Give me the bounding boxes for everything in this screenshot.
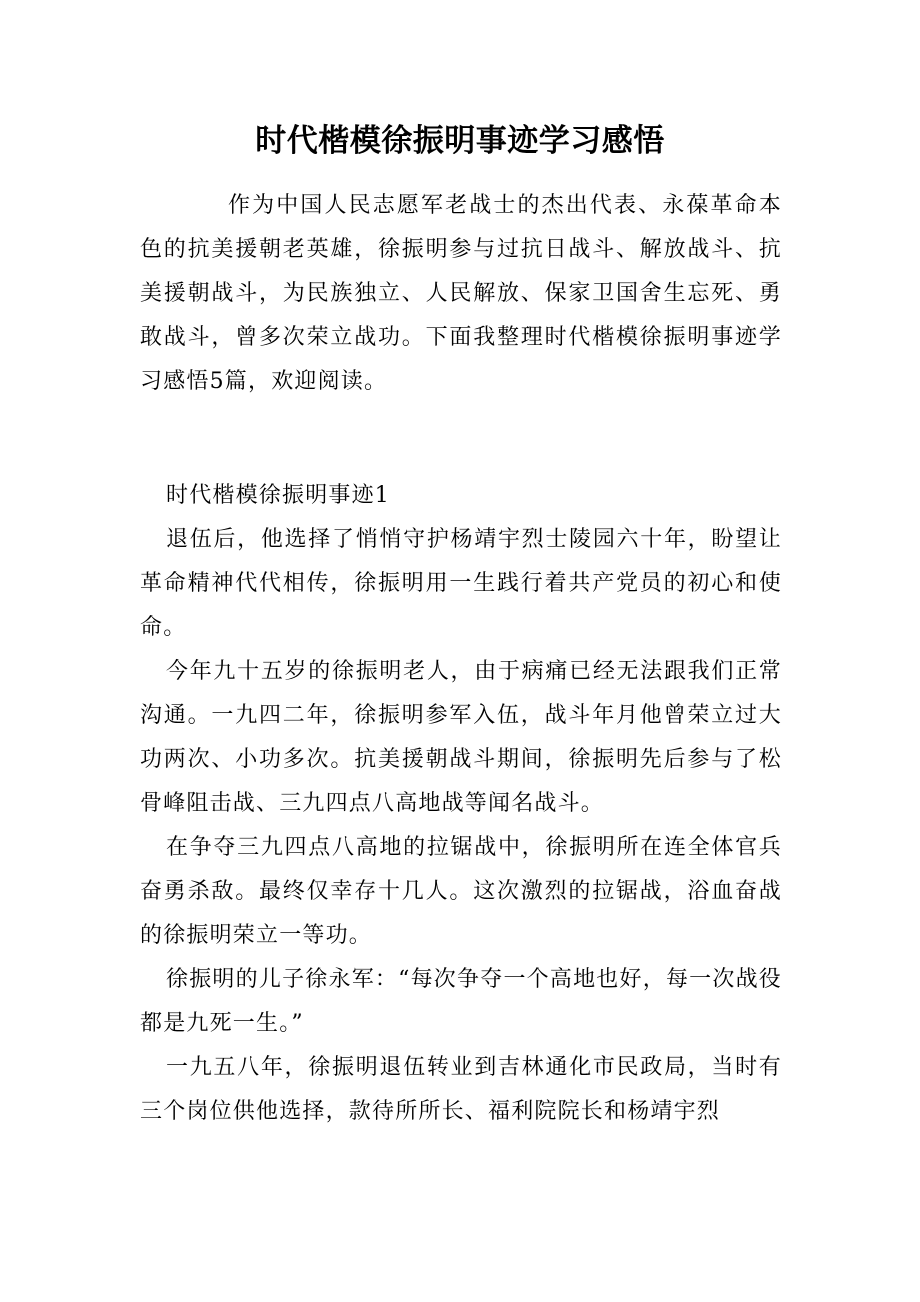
body-paragraph-3: 在争夺三九四点八高地的拉锯战中，徐振明所在连全体官兵奋勇杀敌。最终仅幸存十几人。这次激烈的拉锯战，浴血奋战的徐振明荣立一等功。 — [140, 835, 782, 948]
document-title: 时代楷模徐振明事迹学习感悟 — [255, 123, 665, 159]
body-paragraph-4: 徐振明的儿子徐永军：“每次争夺一个高地也好，每一次战役都是九死一生。” — [140, 967, 782, 1036]
section-heading: 时代楷模徐振明事迹1 — [166, 483, 390, 508]
body-paragraph-2: 今年九十五岁的徐振明老人，由于病痛已经无法跟我们正常沟通。一九四二年，徐振明参军入伍，战斗年月他曾荣立过大功两次、小功多次。抗美援朝战斗期间，徐振明先后参与了松骨峰阻击战、三九四点八高地战等闻名战斗。 — [140, 659, 782, 816]
intro-paragraph: 作为中国人民志愿军老战士的杰出代表、永葆革命本色的抗美援朝老英雄，徐振明参与过抗日战斗、解放战斗、抗美援朝战斗，为民族独立、人民解放、保家卫国舍生忘死、勇敢战斗，曾多次荣立战功。下面我整理时代楷模徐振明事迹学习感悟5篇，欢迎阅读。 — [140, 193, 782, 394]
body-paragraph-5: 一九五八年，徐振明退伍转业到吉林通化市民政局，当时有三个岗位供他选择，款待所所长、福利院院长和杨靖宇烈 — [140, 1055, 782, 1124]
body-paragraph-1: 退伍后，他选择了悄悄守护杨靖宇烈士陵园六十年，盼望让革命精神代代相传，徐振明用一生践行着共产党员的初心和使命。 — [140, 527, 782, 640]
